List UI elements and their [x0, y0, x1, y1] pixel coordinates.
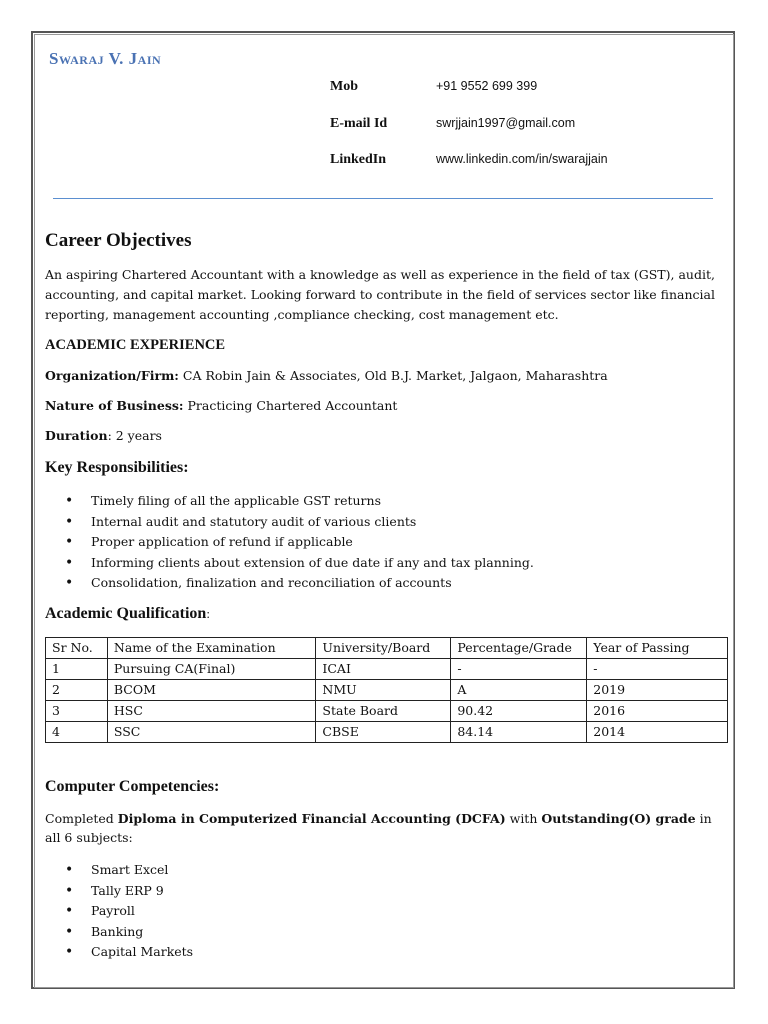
linkedin-url: www.linkedin.com/in/swarajjain [436, 152, 608, 166]
table-cell: State Board [316, 701, 451, 722]
list-item: • Capital Markets [0, 942, 193, 963]
list-item: • Payroll [0, 901, 193, 922]
column-header: University/Board [316, 638, 451, 659]
table-cell: ICAI [316, 659, 451, 680]
table-cell: Pursuing CA(Final) [107, 659, 316, 680]
table-cell: 4 [46, 722, 108, 743]
table-header-row [46, 638, 728, 659]
contact-row-mobile [330, 79, 608, 116]
contact-label: Mob [330, 79, 358, 94]
comp-text-pre: Completed [45, 811, 118, 826]
table-cell: 2019 [587, 680, 728, 701]
nature-value: Practicing Chartered Accountant [187, 398, 398, 413]
academic-qualification-heading [45, 605, 210, 623]
table-cell: CBSE [316, 722, 451, 743]
table-cell: BCOM [107, 680, 316, 701]
computer-skills-list [0, 860, 193, 963]
comp-text-grade: Outstanding(O) grade [541, 811, 696, 826]
table-row [46, 701, 728, 722]
contact-row-email [330, 116, 608, 153]
organization-line [45, 368, 608, 383]
contact-label: LinkedIn [330, 152, 387, 167]
column-header: Name of the Examination [107, 638, 316, 659]
table-row [46, 722, 728, 743]
career-objectives-heading: Career Objectives [45, 230, 192, 251]
column-header: Sr No. [46, 638, 108, 659]
comp-text-post: in all 6 subjects: [45, 811, 712, 845]
contact-row-linkedin [330, 152, 608, 189]
table-cell: 2014 [587, 722, 728, 743]
list-item: • Timely filing of all the applicable GST returns [0, 491, 534, 512]
qualification-title: Academic Qualification [45, 605, 207, 622]
table-cell: - [587, 659, 728, 680]
duration-value: : 2 years [107, 428, 162, 443]
column-header: Percentage/Grade [451, 638, 587, 659]
qualification-table [45, 637, 728, 743]
computer-competencies-heading: Computer Competencies: [45, 778, 220, 795]
responsibilities-list [0, 491, 534, 594]
list-item: • Informing clients about extension of due date if any and tax planning. [0, 553, 534, 574]
table-cell: 3 [46, 701, 108, 722]
candidate-name: Swaraj V. Jain [49, 49, 162, 68]
organization-label: Organization/Firm: [45, 368, 179, 383]
email-address: swrjjain1997@gmail.com [436, 115, 576, 130]
nature-line [45, 398, 397, 413]
table-cell: 90.42 [451, 701, 587, 722]
computer-competencies-text [45, 809, 725, 847]
table-cell: 2 [46, 680, 108, 701]
duration-line [45, 428, 162, 443]
header-divider [53, 198, 713, 199]
career-objectives-text: An aspiring Chartered Accountant with a knowledge as well as experience in the field of tax (GST), audit, accounting, and capital market. Looking forward to contribute in the field of services sector like financial reporting, management accounting ,compliance checking, cost management etc. [45, 267, 715, 322]
table-cell: - [451, 659, 587, 680]
table-cell: A [451, 680, 587, 701]
table-cell: NMU [316, 680, 451, 701]
table-cell: SSC [107, 722, 316, 743]
table-cell: 1 [46, 659, 108, 680]
list-item: • Tally ERP 9 [0, 881, 193, 902]
key-responsibilities-heading: Key Responsibilities: [45, 459, 189, 476]
column-header: Year of Passing [587, 638, 728, 659]
table-cell: HSC [107, 701, 316, 722]
table-cell: 2016 [587, 701, 728, 722]
list-item: • Internal audit and statutory audit of various clients [0, 512, 534, 533]
nature-label: Nature of Business: [45, 398, 184, 413]
list-item: • Proper application of refund if applicable [0, 532, 534, 553]
table-row [46, 659, 728, 680]
table-cell: 84.14 [451, 722, 587, 743]
list-item: • Smart Excel [0, 860, 193, 881]
academic-experience-heading: ACADEMIC EXPERIENCE [45, 337, 226, 353]
table-row [46, 680, 728, 701]
list-item: • Consolidation, finalization and reconciliation of accounts [0, 573, 534, 594]
contact-block [330, 79, 608, 189]
organization-value: CA Robin Jain & Associates, Old B.J. Market, Jalgaon, Maharashtra [182, 368, 608, 383]
qualification-colon: : [206, 606, 210, 621]
contact-label: E-mail Id [330, 115, 388, 131]
comp-text-diploma: Diploma in Computerized Financial Accounting (DCFA) [117, 811, 506, 826]
duration-label: Duration [45, 428, 108, 443]
comp-text-mid: with [505, 811, 542, 826]
mobile-number: +91 9552 699 399 [436, 79, 538, 93]
list-item: • Banking [0, 922, 193, 943]
